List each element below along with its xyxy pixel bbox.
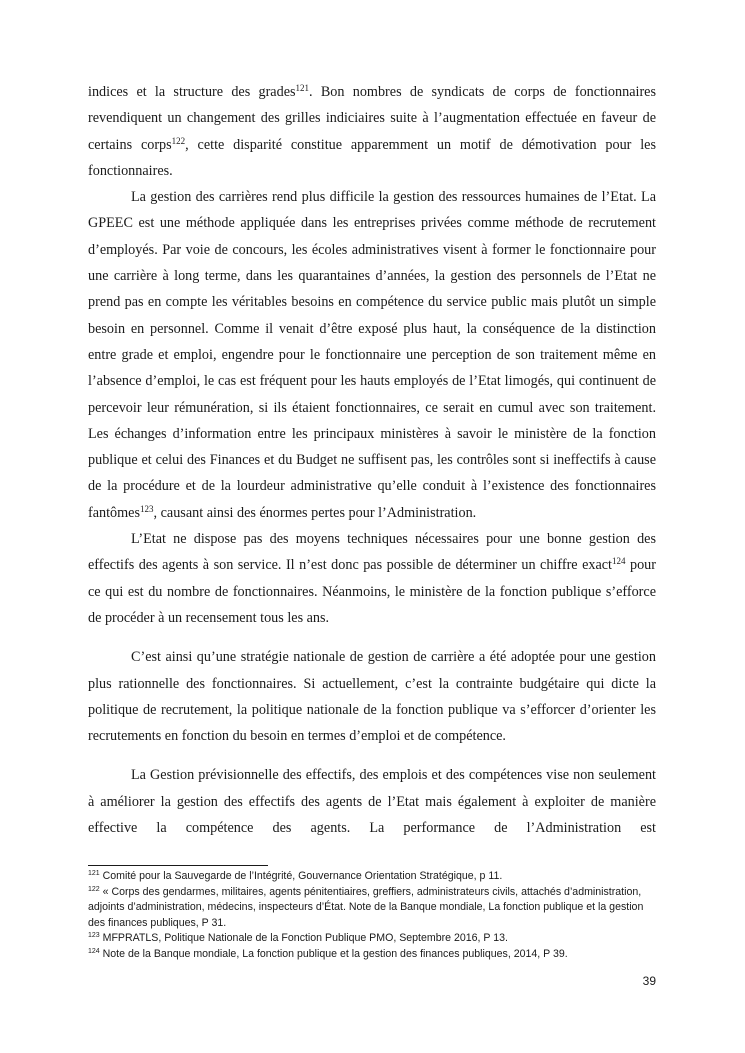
body-text [88,79,656,841]
paragraph-1 [88,79,656,184]
footnote-number: 121 [88,870,100,877]
footnote-123 [88,931,658,947]
footnote-separator [88,865,268,866]
paragraph-2 [88,184,656,526]
text-run: , cette disparité constitue apparemment un motif de démotivation pour les fonctionnaires. [88,136,656,179]
footnote-number: 123 [88,932,100,940]
footnote-text: MFPRATLS, Politique Nationale de la Fonction Publique PMO, Septembre 2016, P 13. [99,932,508,945]
footnote-ref-124[interactable]: 124 [612,556,626,567]
footnote-ref-123[interactable]: 123 [140,503,154,514]
footnotes [88,869,658,963]
text-run: indices et la structure des grades [88,84,296,100]
footnote-number: 124 [88,947,100,955]
footnote-text: Comité pour la Sauvegarde de l’Intégrité, Gouvernance Orientation Stratégique, p 11. [99,870,503,882]
text-run: L’Etat ne dispose pas des moyens techniques nécessaires pour une bonne gestion des effectifs des agents à son service. Il n’est donc pas possible de déterminer un chiffre exact [88,531,656,574]
footnote-text: Note de la Banque mondiale, La fonction publique et la gestion des finances publiques, 2014, P 39. [99,947,568,960]
footnote-122 [88,885,658,932]
footnote-number: 122 [88,885,100,893]
paragraph-5: La Gestion prévisionnelle des effectifs, des emplois et des compétences vise non seulement à améliorer la gestion des effectifs des agents de l’Etat mais également à exploiter de manière effective la compétence des agents. La performance de l’Administration est [88,767,656,837]
paragraph-3 [88,526,656,631]
text-run: pour ce qui est du nombre de fonctionnaires. Néanmoins, le ministère de la fonction publique s’efforce de procéder à un recensement tous les ans. [88,557,656,626]
footnote-text: « Corps des gendarmes, militaires, agents pénitentiaires, greffiers, administrateurs civils, attachés d’administration, adjoints d’administration, médecins, inspecteurs d’État. Note de la Banque mondiale, La fonction publique et la gestion des finances publiques, P 31. [88,885,644,929]
footnote-124 [88,947,658,963]
text-run: , causant ainsi des énormes pertes pour l’Administration. [153,504,477,521]
footnote-ref-121[interactable]: 121 [295,83,310,93]
footnote-ref-122[interactable]: 122 [171,135,186,146]
paragraph-4: C’est ainsi qu’une stratégie nationale de gestion de carrière a été adoptée pour une gestion plus rationnelle des fonctionnaires. Si actuellement, c’est la contrainte budgétaire qui dicte la politique de recrutement, la politique nationale de la fonction publique va s’efforcer d’orienter les recrutements en fonction du besoin en termes d’emploi et de compétence. [88,649,656,745]
text-run: . Bon nombres de syndicats de corps de fonctionnaires revendiquent un changement des grilles indiciaires suite à l’augmentation effectuée en faveur de certains corps [88,84,656,153]
page-number: 39 [642,974,656,988]
text-run: La gestion des carrières rend plus difficile la gestion des ressources humaines de l’Etat. La GPEEC est une méthode appliquée dans les entreprises privées comme méthode de recrutement d’employés. Par voie de concours, les écoles administratives visent à former le fonctionnaire pour une carrière à long terme, dans les quarantaines d’années, la gestion des personnels de l’Etat ne prend pas en compte les véritables besoins en compétence du service public mais plutôt un simple besoin en personnel. Comme il venait d’être exposé plus haut, la conséquence de la distinction entre grade et emploi, engendre pour le fonctionnaire une perception de son traitement même en l’absence d’emploi, le cas est fréquent pour les hauts employés de l’Etat limogés, qui continuent de percevoir leur rémunération, si ils étaient fonctionnaires, ce serait en cumul avec son traitement. Les échanges d’information entre les principaux ministères à savoir le ministère de la fonction publique et celui des Finances et du Budget ne suffisent pas, les contrôles sont si ineffectifs à cause de la procédure et de la lourdeur administrative qu’elle conduit à l’existence des fonctionnaires fantômes [88,189,656,521]
footnote-121 [88,869,658,885]
